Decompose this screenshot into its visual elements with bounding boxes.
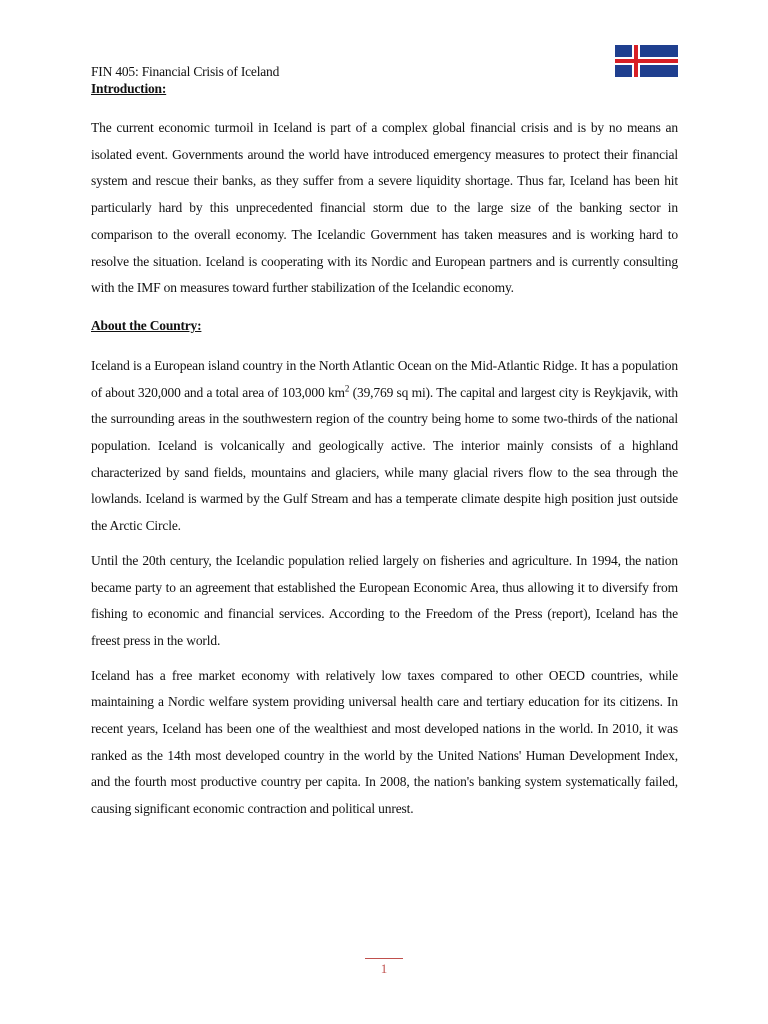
introduction-heading: Introduction: xyxy=(91,81,167,96)
about-country-heading: About the Country: xyxy=(91,317,202,333)
introduction-paragraph: The current economic turmoil in Iceland is part of a complex global financial crisis and is by no means an isolated event. Governments around the world have introduced emergency measures to protect their financial system and rescue their banks, as they suffer from a severe liquidity shortage. Thus far, Iceland has been hit particularly hard by this unprecedented financial storm due to the large size of the banking sector in comparison to the overall economy. The Icelandic Government has taken measures and is working hard to resolve the situation. Iceland is cooperating with its Nordic and European partners and is currently consulting with the IMF on measures toward further stabilization of the Icelandic economy. xyxy=(91,120,678,296)
header-title: FIN 405: Financial Crisis of Iceland xyxy=(91,64,280,79)
iceland-flag-icon xyxy=(615,45,678,77)
about-paragraph-3: Iceland has a free market economy with relatively low taxes compared to other OECD countries, while maintaining a Nordic welfare system providing universal health care and tertiary education for its citizens. In recent years, Iceland has been one of the wealthiest and most developed nations in the world. In 2010, it was ranked as the 14th most developed country in the world by the United Nations' Human Development Index, and the fourth most productive country per capita. In 2008, the nation's banking system systematically failed, causing significant economic contraction and political unrest. xyxy=(91,667,678,817)
about-paragraph-2: Until the 20th century, the Icelandic population relied largely on fisheries and agriculture. In 1994, the nation became party to an agreement that established the European Economic Area, thus allowing it to diversify from fishing to economic and financial services. According to the Freedom of the Press (report), Iceland has the freest press in the world. xyxy=(91,552,678,648)
page-number-rule xyxy=(365,958,403,959)
about-paragraph-1-text-b: (39,769 sq mi). The capital and largest city is Reykjavik, with the surrounding areas in the southwestern region of the country being home to some two-thirds of the national population. Iceland is volcanically and geologically active. The interior mainly consists of a highland characterized by sand fields, mountains and glaciers, while many glacial rivers flow to the sea through the lowlands. Iceland is warmed by the Gulf Stream and has a temperate climate despite high position just outside the Arctic Circle. xyxy=(91,384,678,534)
squared-superscript: 2 xyxy=(344,383,350,394)
page-number: 1 xyxy=(380,961,388,976)
about-paragraph-1-text-a: Iceland is a European island country in the North Atlantic Ocean on the Mid-Atlantic Ridge. It has a population of about 320,000 and a total area of 103,000 km xyxy=(91,357,678,400)
document-body xyxy=(91,80,678,823)
about-paragraph-1 xyxy=(91,353,678,540)
flag-red-horizontal xyxy=(615,59,678,63)
